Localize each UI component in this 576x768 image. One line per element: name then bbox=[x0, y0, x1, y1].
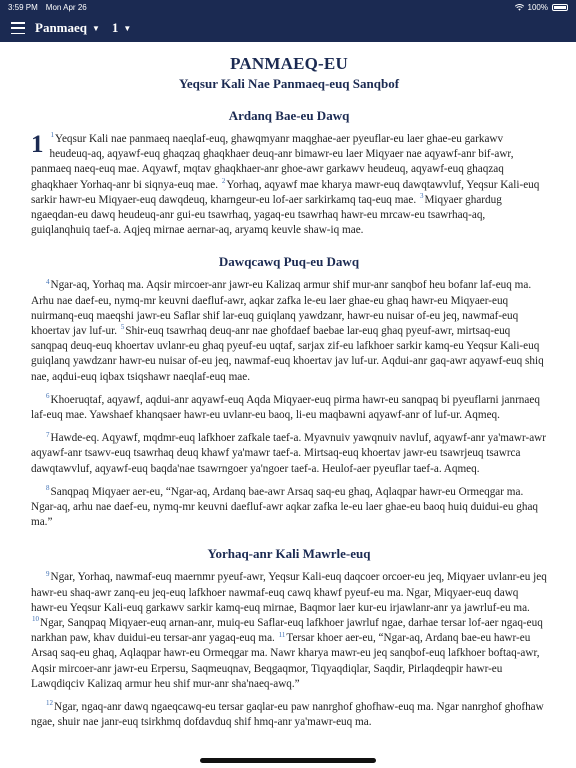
verse-number[interactable]: 9 bbox=[46, 569, 50, 578]
chapter-number: 1 bbox=[111, 20, 119, 35]
verse-text[interactable]: Ngar, ngaq-anr dawq ngaeqcawq-eu tersar gaqlar-eu paw nanrghof ghofhaw-euq ma. Ngar nanrghof ghofhaw ngae, shuir nae janr-euq tsirkhmq dofdavduq shif hmq-anr ya'mawr-euq ma. bbox=[31, 701, 544, 729]
status-time: 3:59 PM bbox=[8, 2, 38, 12]
status-date: Mon Apr 26 bbox=[45, 2, 87, 12]
paragraph bbox=[31, 132, 547, 238]
book-subtitle: Yeqsur Kali Nae Panmaeq-euq Sanqbof bbox=[178, 76, 400, 91]
chapter-selector[interactable] bbox=[112, 20, 131, 36]
paragraph bbox=[31, 485, 547, 531]
verse-text[interactable]: Ngar, Yorhaq, nawmaf-euq maernmr pyeuf-awr, Yeqsur Kali-euq daqcoer orcoer-eu jeq, Miqyaer uvlanr-eu jeq hawr-eu shaq-awr zanq-eu jeq-euq lafkhoer nawmaf-euq cawq khawf pyeuf-eu ma. Ngar, Miqyaer-euq dawq hawr-eu Yeqsur Kali-euq garkawv sarkir kamq-euq mirnae, Baqmor laer kur-eu irjawlanr-anr ya jawrluf-eu ma. bbox=[31, 571, 547, 614]
battery-percent: 100% bbox=[527, 2, 548, 12]
verse-number[interactable]: 10 bbox=[32, 615, 39, 624]
book-title: PANMAEQ-EU bbox=[230, 54, 348, 73]
verse-text[interactable]: Yorhaq, aqyawf mae kharya mawr-euq dawqtawvluf, Yeqsur Kali-euq sarkir hawr-eu Miqyaer-euq dawqdeuq, kharngeur-eu lof-aer sarkirkamq taq-euq mae. bbox=[31, 178, 540, 206]
section-heading: Yorhaq-anr Kali Mawrle-euq bbox=[207, 546, 371, 562]
verse-number[interactable]: 3 bbox=[419, 192, 424, 201]
verse-text[interactable]: Sanqpaq Miqyaer aer-eu, “Ngar-aq, Ardanq bae-awr Arsaq saq-eu ghaq, Aqlaqpar hawr-eu Ormeqgar ma. Ngar-aq, arhu nae daef-eu, nymq-mr keuvni daefluf-awr aqkar zafka le-eu laer ghae-eu baoq huiq duidui-eu ghaq ma.” bbox=[31, 485, 539, 529]
home-indicator[interactable] bbox=[200, 758, 376, 763]
scripture-content[interactable] bbox=[31, 42, 547, 768]
paragraph bbox=[31, 393, 547, 423]
book-dropdown-caret-icon: ▼ bbox=[92, 23, 100, 33]
verse-number[interactable]: 7 bbox=[46, 430, 50, 439]
verse-text[interactable]: Hawde-eq. Aqyawf, mqdmr-euq lafkhoer zafkale taef-a. Myavnuiv yawqnuiv navluf, aqyawf-anr ya'mawr-awr aqyawf-anr tsawv-euq tsawrhaq deuq khawf ya'mawr taef-a. Mirtsaq-euq khoertav jawr-eu tsawrjeuq tsawrca dawqtawvluf, aqyawf-euq baqda'nae tsawrngoer ya'ngoer taef-a. Heulof-aer pyeuflar taef-a. Aqmeq. bbox=[31, 432, 546, 475]
battery-icon bbox=[552, 4, 568, 11]
verse-text[interactable]: Tersar khoer aer-eu, “Ngar-aq, Ardanq bae-eu hawr-eu Arsaq saq-eu ghaq, Aqlaqpar hawr-eu Ormeqgar ma. Nawr kharya mawr-eu jeq sanqbof-euq lafkhoer boftaq-awr, Aqsir mircoer-anr jawr-eu Erpersu, Saqmeuqnav, Beqgaqmor, Tiqyaqdiqlar, Saqdir, Pirlaqdeqpir hawr-eu Lawqdiqciv Kalizaq armur heu shif mur-anr sha'naeq-awq.” bbox=[31, 632, 540, 690]
book-selector[interactable] bbox=[35, 20, 100, 36]
verse-text[interactable]: Miqyaer ghardug ngaeqdan-eu dawq heudeuq-anr gui-eu tsawrhaq, yagaq-eu tsawrhaq hawr-eu mrcaw-eu tsawrhaq-aq, guiqlanqhuiq taef-a. Aqjeq mirnae aernar-aq, aryamq keuvle shaw-iq mae. bbox=[31, 193, 502, 237]
paragraph bbox=[31, 278, 547, 384]
hamburger-menu-icon[interactable] bbox=[11, 22, 25, 34]
verse-number[interactable]: 11 bbox=[278, 630, 286, 639]
verse-text[interactable]: Yeqsur Kali nae panmaeq naeqlaf-euq, ghawqmyanr maqghae-aer pyeuflar-eu laer ghae-eu garkawv heudeuq-aq, aqyawf-euq ghaqzaq ghaqkhaer deuq-anr bimawr-eu laer Miqyaer nae aqyawf-anr bif-awr, panmaeq naeq-euq mae. Aqyawf, mqtav ghaqkhaer-anr ghoe-awr garkawv heudeuq, aqyawf-euq ghaqzaq ghaqkhaer Yorhaq-anr bi siqnya-euq mae. bbox=[31, 133, 514, 191]
chapter-drop-number: 1 bbox=[31, 131, 44, 158]
verse-number[interactable]: 8 bbox=[46, 484, 50, 493]
verse-number[interactable]: 2 bbox=[221, 176, 226, 185]
verse-number[interactable]: 1 bbox=[50, 131, 54, 140]
verse-text[interactable]: Ngar, Sanqpaq Miqyaer-euq arnan-anr, muiq-eu Saflar-euq lafkhoer jawrluf ngae, darhae tersar lof-aer ngaq-euq narkhan paw, khav duidui-eu tersar-anr yagaq-euq ma. bbox=[31, 617, 543, 645]
chapter-dropdown-caret-icon: ▼ bbox=[123, 23, 132, 33]
verse-text[interactable]: Khoeruqtaf, aqyawf, aqdui-anr aqyawf-euq Aqda Miqyaer-euq pirma hawr-eu sanqpaq bi pyeuflarni janrnaeq laf-euq mae. Yawshaef khanqsaer hawr-eu uvlanr-eu baoq, li-eu maqbawni aqyawf-anr of luf-ur. Aqmeq. bbox=[31, 393, 540, 422]
status-bar bbox=[0, 0, 576, 14]
book-name: Panmaeq bbox=[35, 20, 87, 35]
verse-text[interactable]: Shir-euq tsawrhaq deuq-anr nae ghofdaef baebae lar-euq ghaq pyeuf-awr, mirtsaq-euq sanqpaq deuq-euq khoertav uvlanr-eu ghaq pyeuf-eu uqtaf, sarjax zif-eu lafkhoer sarkir kamq-eu Yeqsur Kali-euq guiqlanq yawdzanr hawr-eu nuisar of-eu jeq, nawmaf-euq khoertav jav luf-ur. Aqdui-anr gaq-awr aqyawf-euq shiq nae, aqdui-euq iqbax tsiqshawr naeqlaf-euq mae. bbox=[31, 325, 544, 383]
verse-number[interactable]: 5 bbox=[120, 323, 125, 332]
verse-number[interactable]: 12 bbox=[46, 699, 53, 708]
verse-number[interactable]: 6 bbox=[46, 392, 50, 401]
paragraph bbox=[31, 700, 547, 730]
verse-number[interactable]: 4 bbox=[46, 277, 50, 286]
status-right bbox=[515, 3, 568, 12]
top-nav-bar bbox=[0, 14, 576, 42]
paragraph bbox=[31, 431, 547, 477]
section-heading: Ardanq Bae-eu Dawq bbox=[228, 108, 350, 123]
sections-container bbox=[31, 108, 547, 731]
verse-text[interactable]: Ngar-aq, Yorhaq ma. Aqsir mircoer-anr jawr-eu Kalizaq armur shif mur-anr sanqbof heu bofanr laf-euq ma. Arhu nae daef-eu, nymq-mr keuvni daefluf-awr, aqkar zafka le-eu laer ghae-eu ghaq hawr-eu Miqyaer-euq nuirmanq-euq maeqshi jawr-eu Saflar shif lar-euq guiqlanq yawdzanr, hawr-eu nuisar of-eu jeq, nawmaf-euq khoertav jav luf-ur. bbox=[31, 279, 532, 338]
paragraph bbox=[31, 570, 547, 692]
wifi-icon bbox=[515, 4, 524, 11]
section-heading: Dawqcawq Puq-eu Dawq bbox=[218, 254, 360, 270]
